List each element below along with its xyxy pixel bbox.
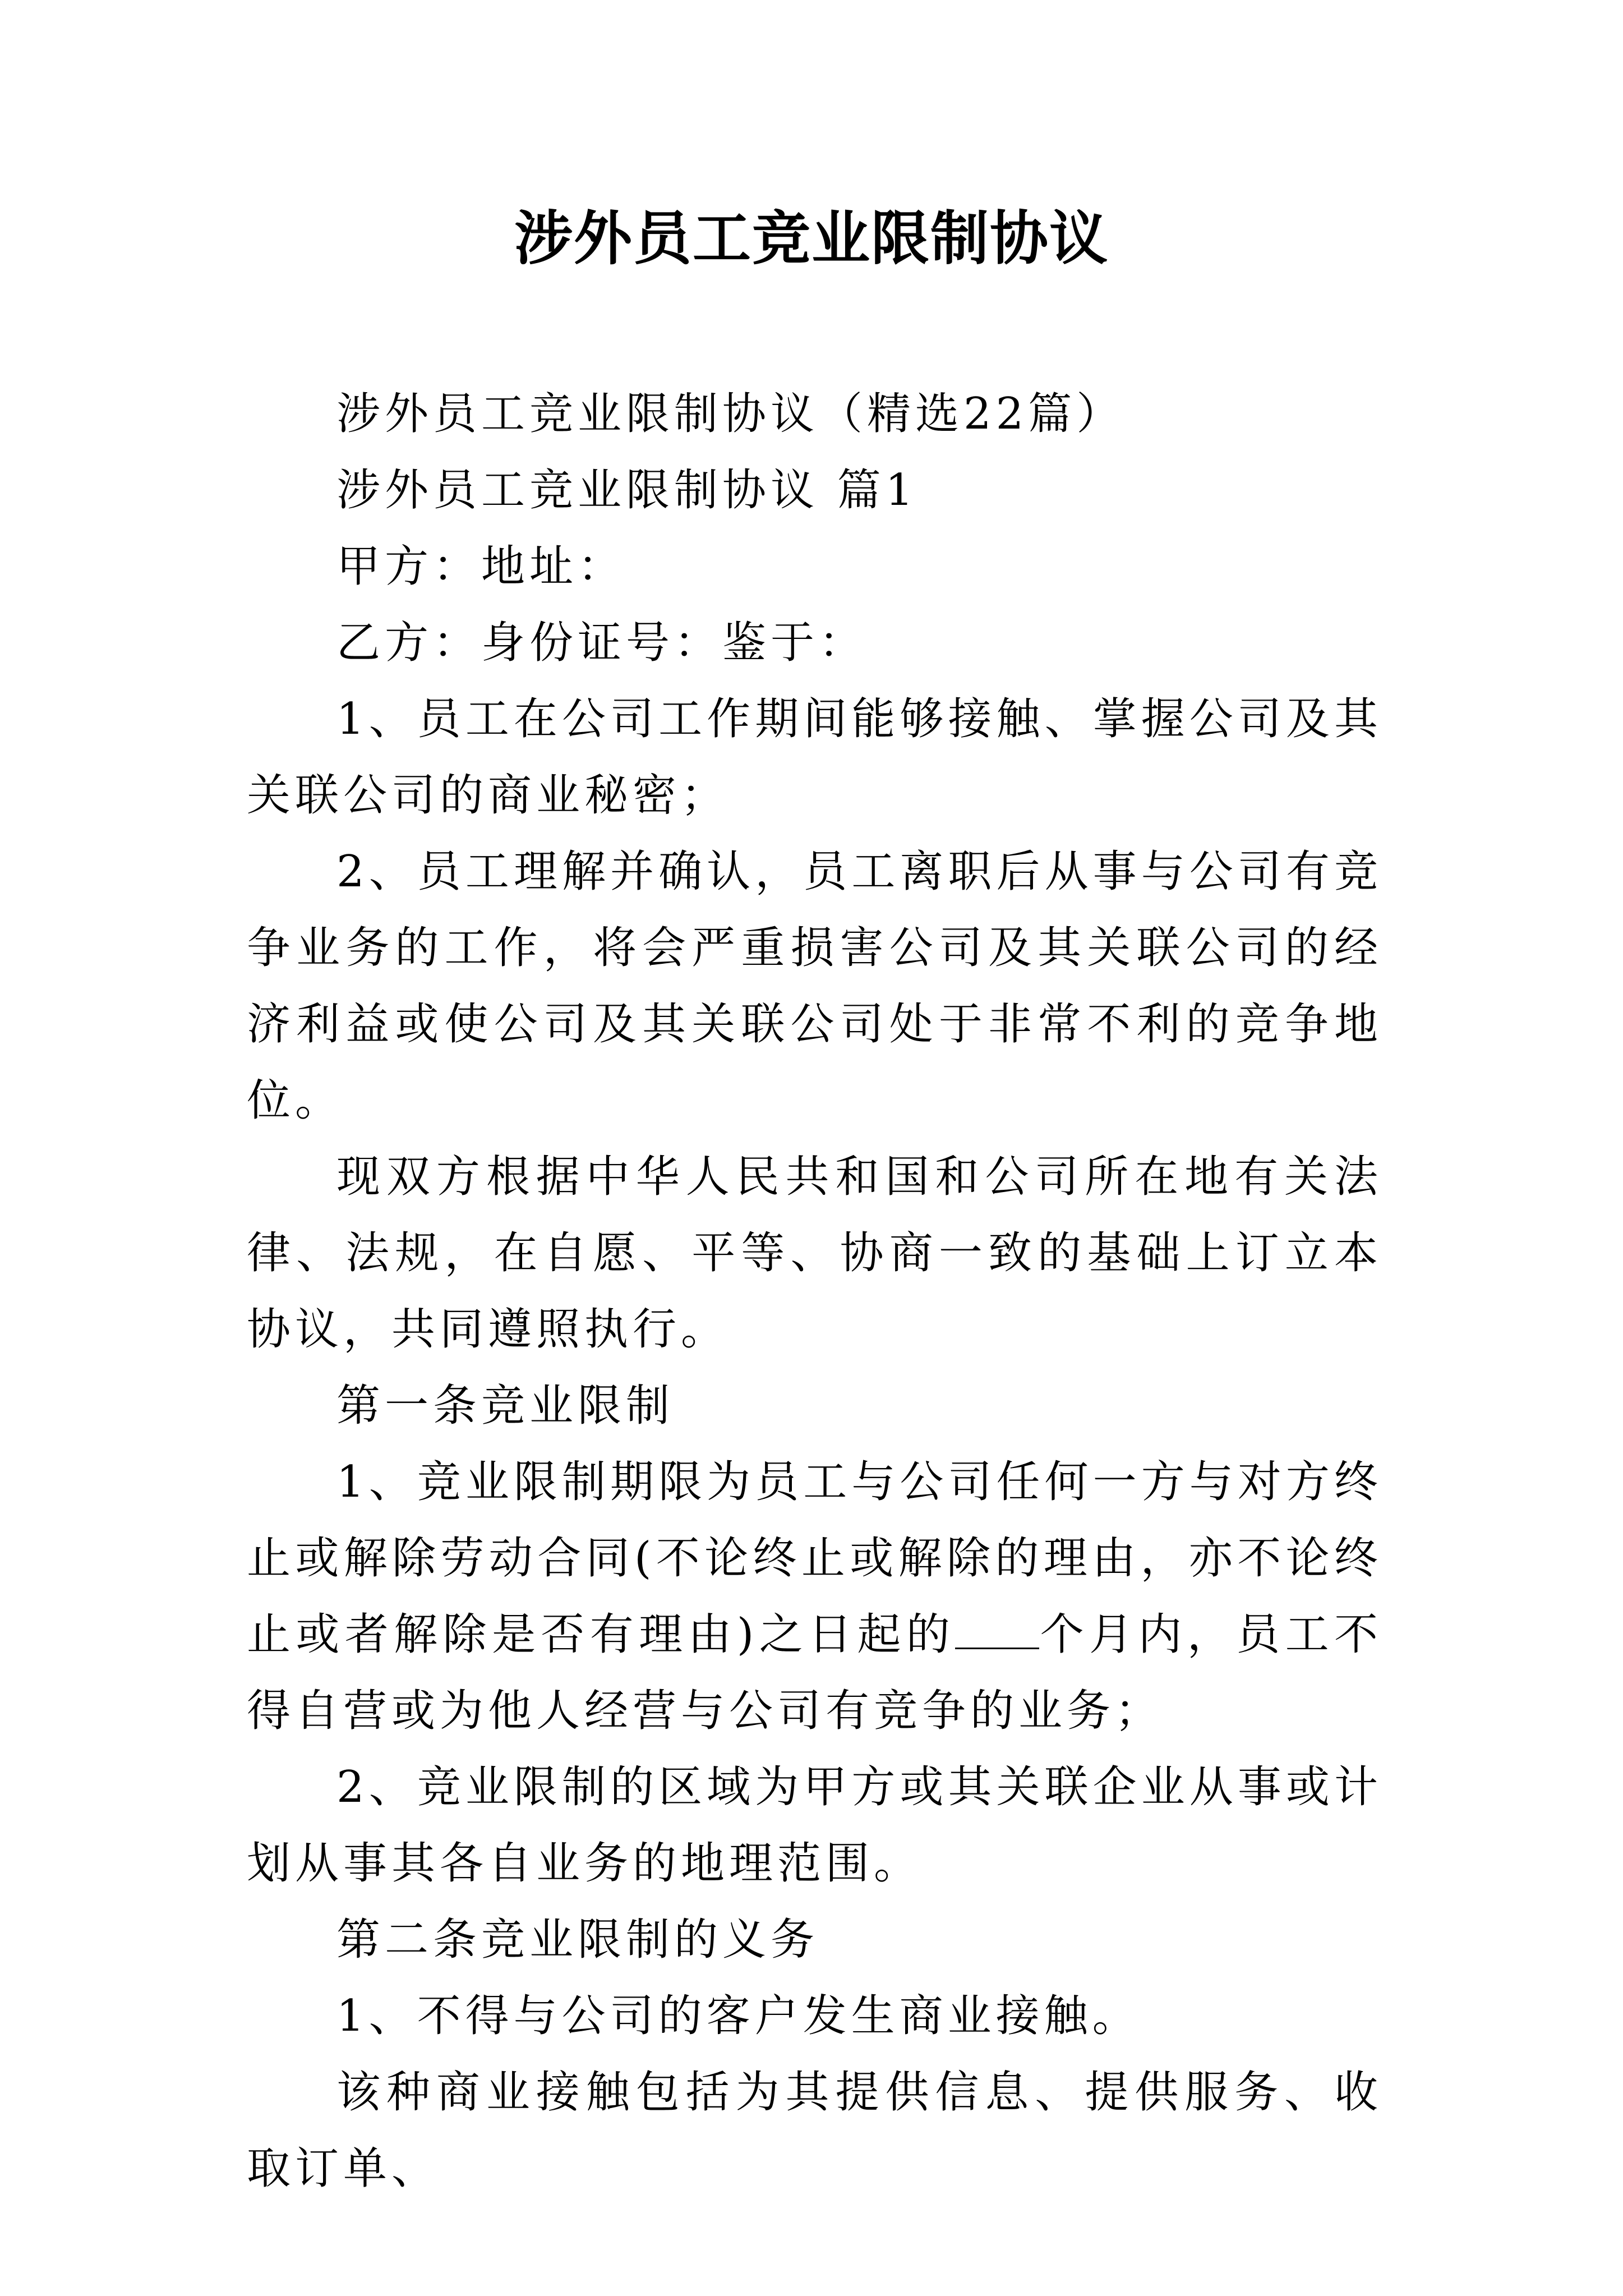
paragraph-whereas-1: 1、员工在公司工作期间能够接触、掌握公司及其关联公司的商业秘密； bbox=[247, 694, 1382, 821]
paragraph-article-2-detail: 该种商业接触包括为其提供信息、提供服务、收取订单、 bbox=[247, 2067, 1382, 2194]
clause-1-text-end: 个月内，员工不得自营或为他人经营与公司有竞争的业务； bbox=[247, 1609, 1382, 1736]
paragraph-section-heading: 涉外员工竞业限制协议 篇1 bbox=[336, 465, 918, 516]
paragraph-whereas-2: 2、员工理解并确认，员工离职后从事与公司有竞争业务的工作，将会严重损害公司及其关联公司的经济利益或使公司及其关联公司处于非常不利的竞争地位。 bbox=[247, 846, 1382, 1126]
paragraph-article-2-heading: 第二条竞业限制的义务 bbox=[336, 1915, 819, 1965]
months-blank-field bbox=[955, 1603, 1039, 1649]
document-title: 涉外员工竞业限制协议 bbox=[514, 204, 1109, 273]
paragraph-party-b: 乙方：身份证号：鉴于： bbox=[336, 618, 868, 668]
paragraph-article-2-clause-1: 1、不得与公司的客户发生商业接触。 bbox=[336, 1991, 1141, 2041]
clause-1-text-start: 1、竞业限制期限为员工与公司任何一方与对方终止或解除劳动合同(不论终止或解除的理由，亦不论终止或者解除是否有理由)之日起的 bbox=[247, 1457, 1382, 1660]
document-body bbox=[247, 376, 1382, 2207]
paragraph-article-1-clause-2: 2、竞业限制的区域为甲方或其关联企业从事或计划从事其各自业务的地理范围。 bbox=[247, 1762, 1382, 1889]
paragraph-article-1-heading: 第一条竞业限制 bbox=[336, 1381, 675, 1431]
paragraph-article-1-clause-1 bbox=[247, 1444, 1382, 1749]
paragraph-party-a: 甲方：地址： bbox=[336, 541, 626, 592]
paragraph-agreement-basis: 现双方根据中华人民共和国和公司所在地有关法律、法规，在自愿、平等、协商一致的基础上订立本协议，共同遵照执行。 bbox=[247, 1152, 1382, 1355]
paragraph-subtitle: 涉外员工竞业限制协议（精选22篇） bbox=[336, 389, 1125, 439]
